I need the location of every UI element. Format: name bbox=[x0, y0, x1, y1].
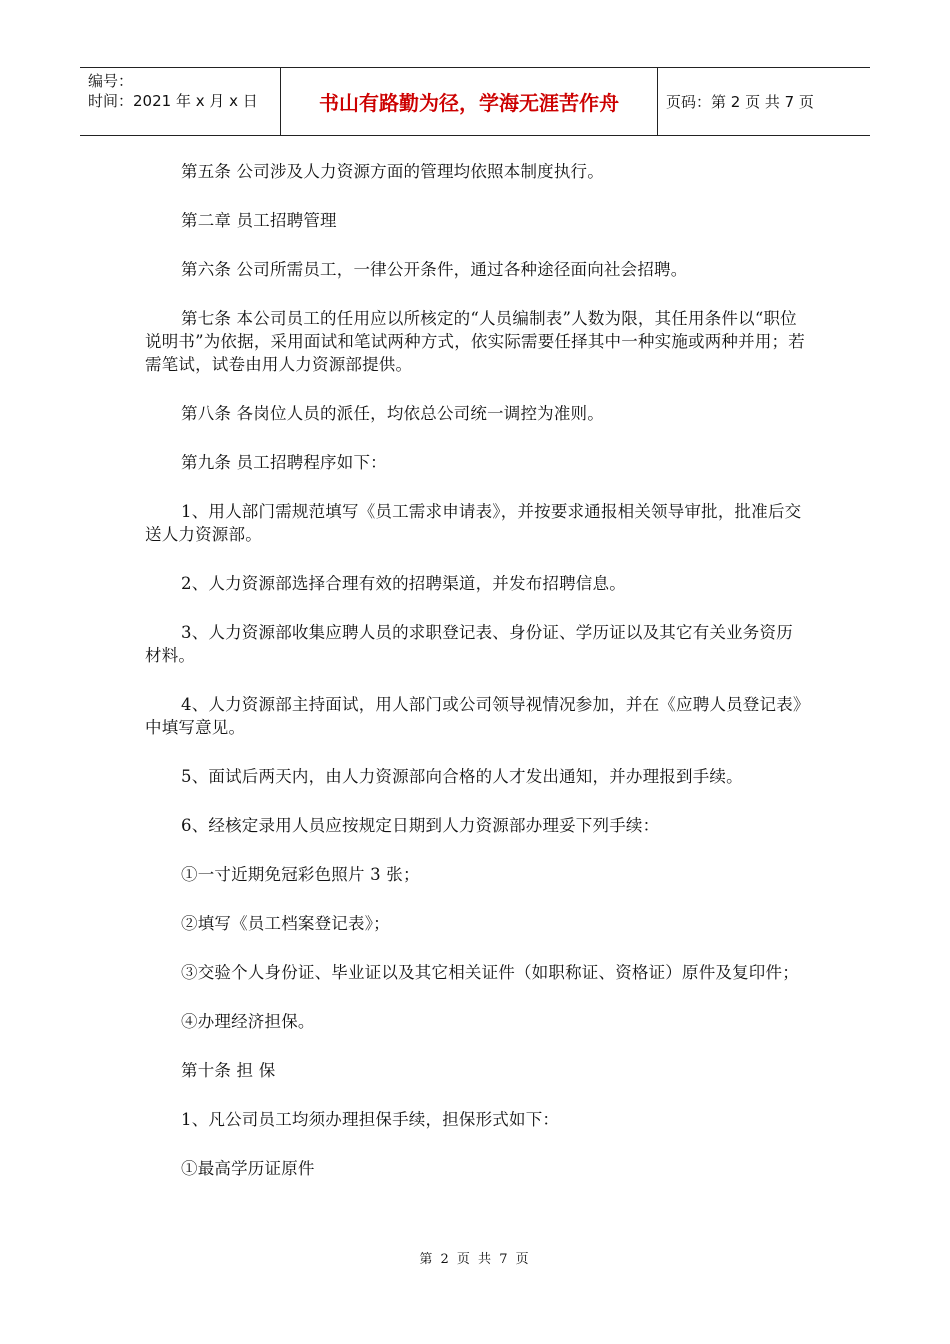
list-item: 4、人力资源部主持面试，用人部门或公司领导视情况参加，并在《应聘人员登记表》中填写意见。 bbox=[145, 695, 802, 737]
paragraph: 第九条 员工招聘程序如下： bbox=[181, 453, 387, 472]
sub-list-item: ③交验个人身份证、毕业证以及其它相关证件（如职称证、资格证）原件及复印件； bbox=[181, 963, 799, 982]
chapter-heading: 第二章 员工招聘管理 bbox=[181, 211, 337, 230]
list-item: 6、经核定录用人员应按规定日期到人力资源部办理妥下列手续： bbox=[181, 816, 660, 835]
header-page-label: 页码：第 2 页 共 7 页 bbox=[666, 93, 814, 111]
header-left-cell bbox=[80, 68, 281, 135]
doc-number-label: 编号： bbox=[88, 72, 134, 90]
paragraph: 第六条 公司所需员工，一律公开条件，通过各种途径面向社会招聘。 bbox=[181, 260, 688, 279]
document-header bbox=[80, 67, 870, 136]
list-item: 1、用人部门需规范填写《员工需求申请表》，并按要求通报相关领导审批，批准后交送人力资源部。 bbox=[145, 502, 802, 544]
paragraph: 第五条 公司涉及人力资源方面的管理均依照本制度执行。 bbox=[181, 162, 604, 181]
sub-list-item: ④办理经济担保。 bbox=[181, 1012, 315, 1031]
list-item: 1、凡公司员工均须办理担保手续，担保形式如下： bbox=[181, 1110, 560, 1129]
sub-list-item: ①一寸近期免冠彩色照片 3 张； bbox=[181, 865, 420, 884]
list-item: 3、人力资源部收集应聘人员的求职登记表、身份证、学历证以及其它有关业务资历材料。 bbox=[145, 623, 793, 665]
list-item: 5、面试后两天内，由人力资源部向合格的人才发出通知，并办理报到手续。 bbox=[181, 767, 743, 786]
document-body bbox=[145, 160, 805, 1206]
page-footer: 第 2 页 共 7 页 bbox=[419, 1252, 531, 1267]
header-motto: 书山有路勤为径，学海无涯苦作舟 bbox=[281, 68, 658, 135]
paragraph: 第七条 本公司员工的任用应以所核定的“人员编制表”人数为限，其任用条件以“职位说明书”为依据，采用面试和笔试两种方式，依实际需要任择其中一种实施或两种并用；若需笔试，试卷由用人力资源部提供。 bbox=[145, 309, 805, 374]
paragraph: 第八条 各岗位人员的派任，均依总公司统一调控为准则。 bbox=[181, 404, 604, 423]
sub-list-item: ①最高学历证原件 bbox=[181, 1159, 315, 1178]
sub-list-item: ②填写《员工档案登记表》； bbox=[181, 914, 390, 933]
doc-date-label: 时间：2021 年 x 月 x 日 bbox=[88, 92, 258, 110]
list-item: 2、人力资源部选择合理有效的招聘渠道，并发布招聘信息。 bbox=[181, 574, 626, 593]
paragraph: 第十条 担 保 bbox=[181, 1061, 276, 1080]
